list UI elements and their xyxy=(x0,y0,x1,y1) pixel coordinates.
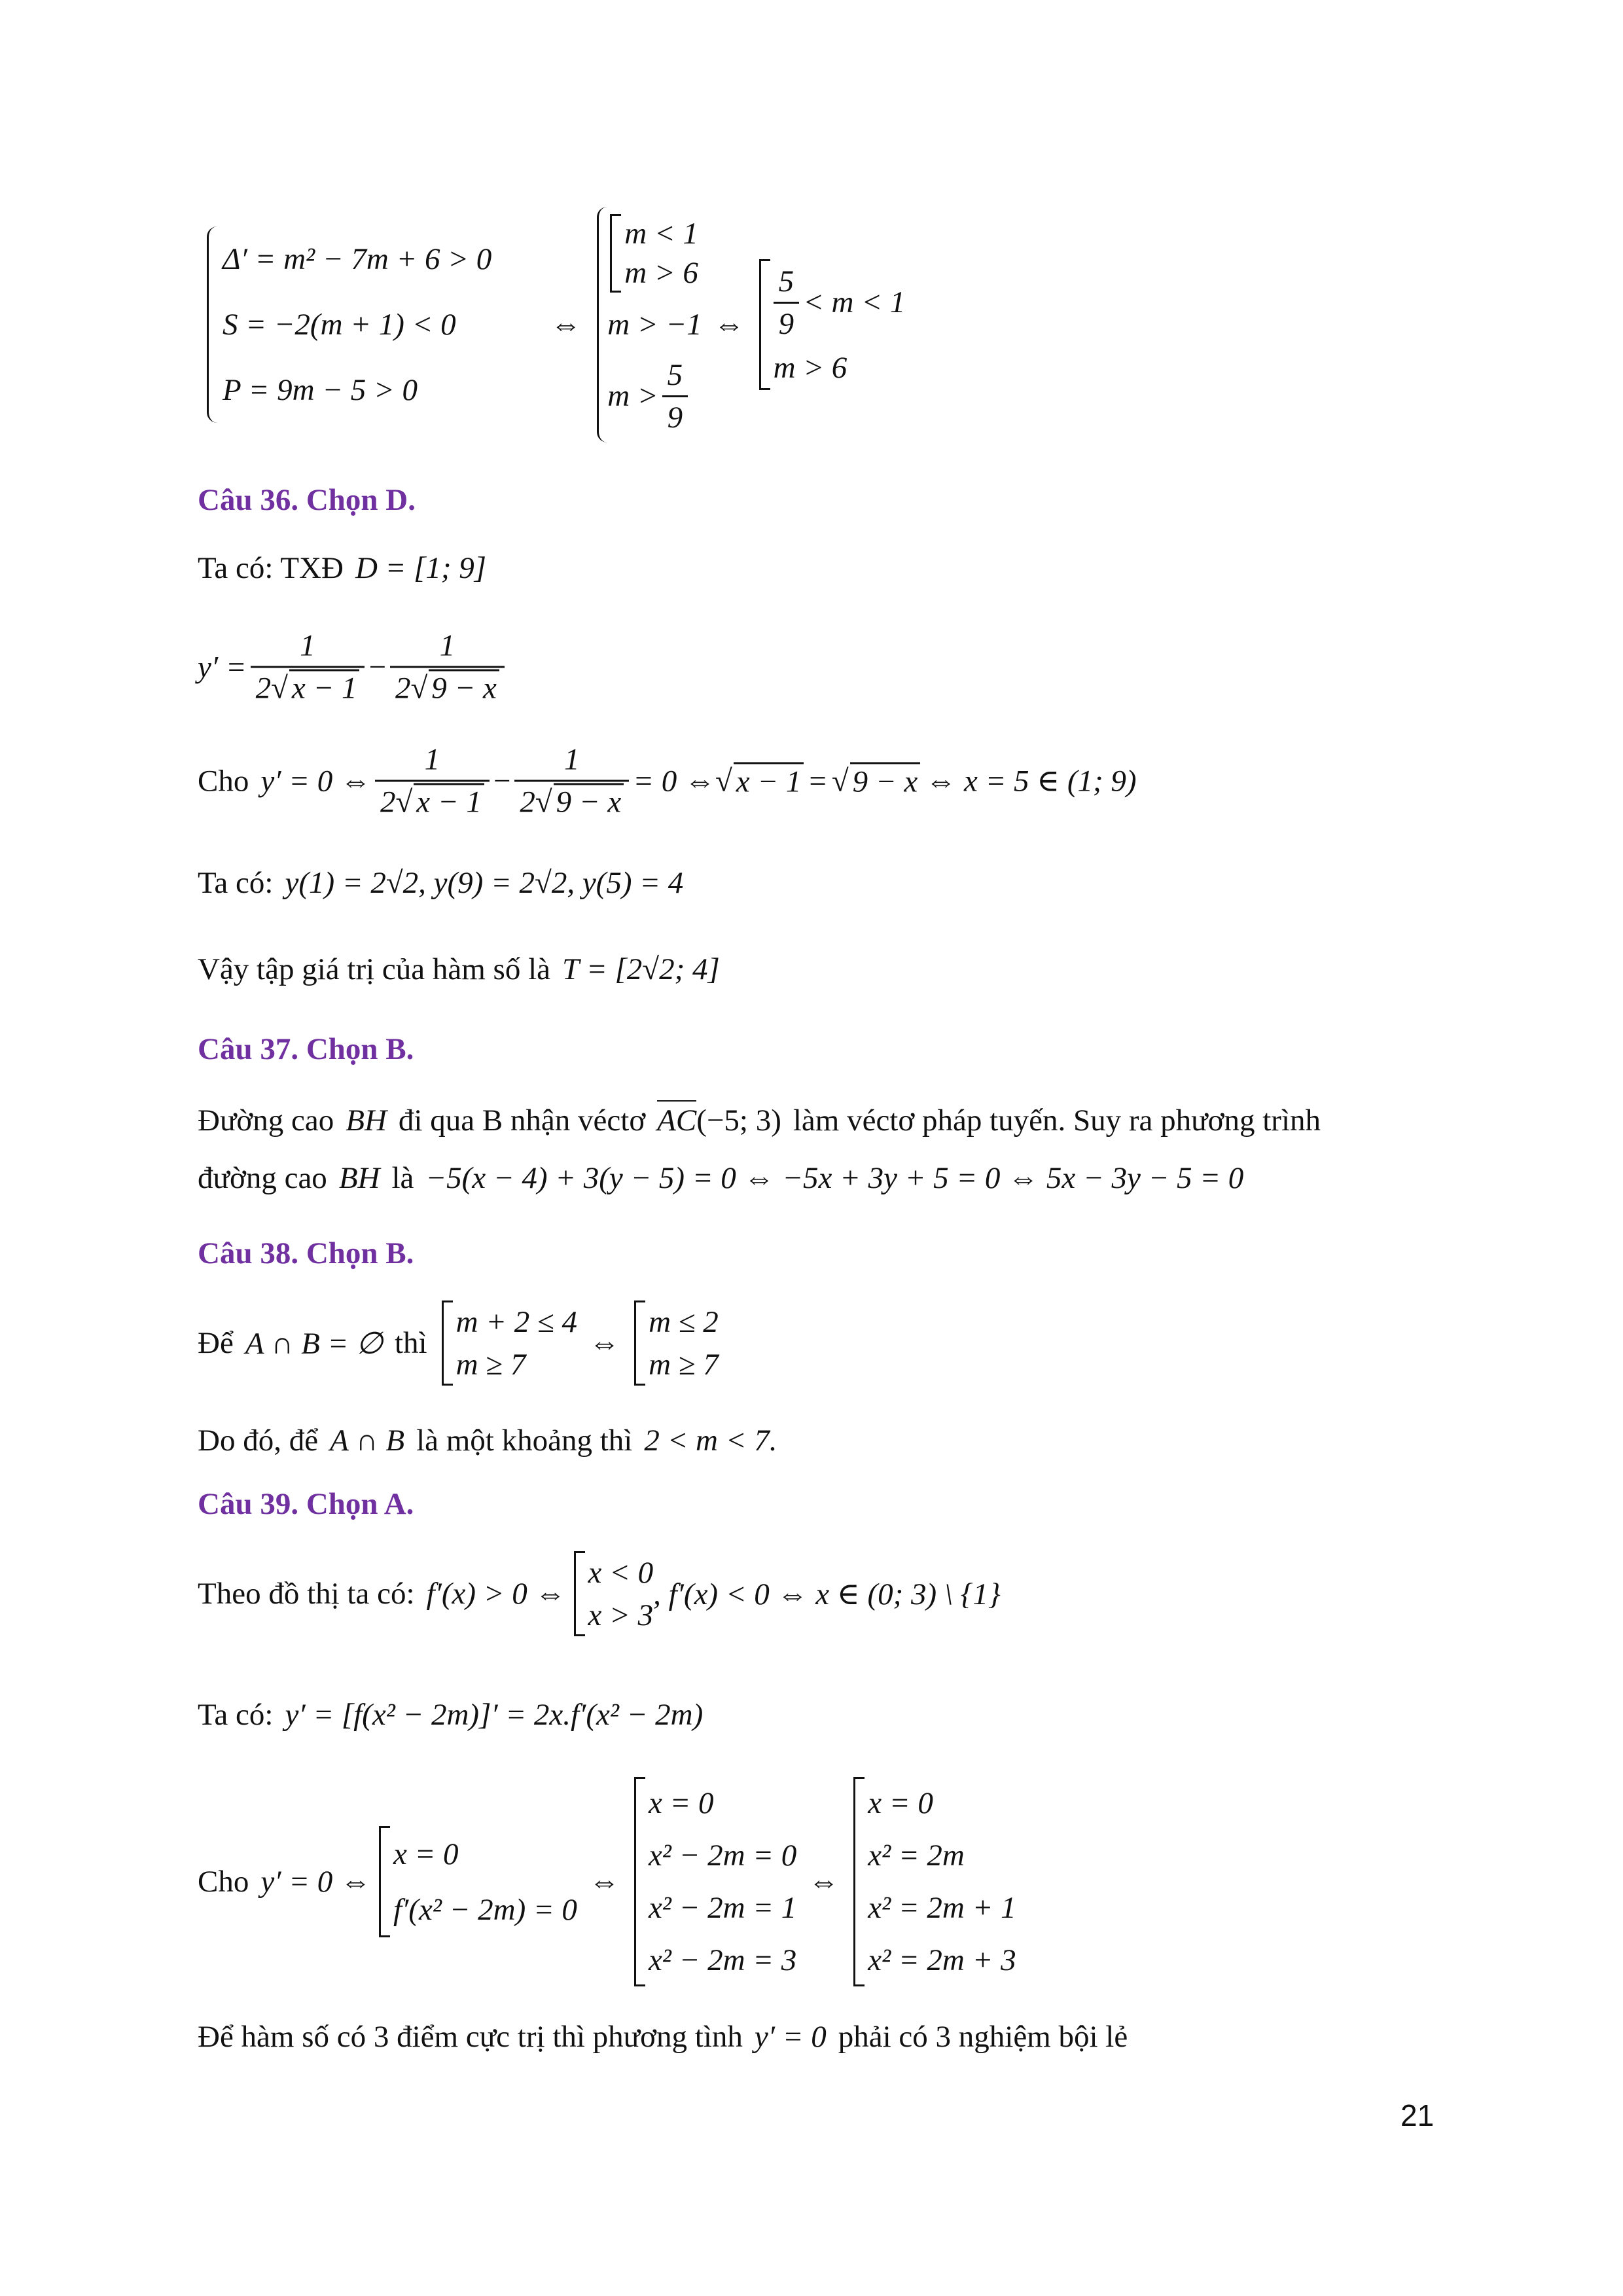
iff-symbol: ⇔ xyxy=(550,308,582,342)
cho-line xyxy=(198,742,1137,820)
conclusion-line xyxy=(198,952,720,987)
system-brace xyxy=(203,226,491,423)
text: Cho xyxy=(198,1865,249,1899)
heading-q38: Câu 38. Chọn B. xyxy=(198,1236,414,1270)
text: Ta có: xyxy=(198,1698,274,1732)
label: Cho xyxy=(198,764,249,798)
numerator: 5 xyxy=(778,264,794,298)
q39-line1 xyxy=(198,1551,1001,1636)
cond: x² = 2m + 1 xyxy=(868,1891,1016,1925)
cond xyxy=(774,264,906,342)
domain-expr: D = [1; 9] xyxy=(355,551,487,585)
cond: x² = 2m + 3 xyxy=(868,1943,1016,1977)
bracket xyxy=(571,1551,654,1636)
label: Ta có: TXĐ xyxy=(198,551,344,585)
bracket-m xyxy=(607,214,702,293)
bracket xyxy=(376,1826,577,1937)
cond: f′(x² − 2m) = 0 xyxy=(393,1892,577,1927)
expr: , f′(x) < 0 ⇔ x ∈ (0; 3) \ {1} xyxy=(653,1577,1001,1611)
radicand: x − 1 xyxy=(734,762,804,800)
bracket xyxy=(851,1777,1016,1986)
radicand: 9 − x xyxy=(554,783,624,819)
cond: m ≥ 7 xyxy=(649,1347,719,1382)
system-block xyxy=(203,207,905,442)
numerator: 1 xyxy=(564,742,580,777)
text: làm véctơ pháp tuyến. Suy ra phương trình xyxy=(793,1103,1321,1138)
page-number: 21 xyxy=(1400,2098,1435,2132)
cond: m > 6 xyxy=(773,351,847,386)
expr: A ∩ B xyxy=(330,1424,405,1458)
delta-row: Δ′ = m² − 7m + 6 > 0 xyxy=(223,242,492,276)
equals: = xyxy=(809,764,827,798)
expr: y′ = [f(x² − 2m)]′ = 2x.f′(x² − 2m) xyxy=(285,1698,704,1732)
cond: x = 0 xyxy=(868,1786,933,1820)
bracket-result xyxy=(757,259,906,390)
cond: m ≤ 2 xyxy=(649,1304,719,1339)
text: Vậy tập giá trị của hàm số là xyxy=(198,952,551,986)
vec-coord: (−5; 3) xyxy=(696,1103,781,1138)
sum-row: S = −2(m + 1) < 0 xyxy=(223,308,456,342)
cond: m + 2 ≤ 4 xyxy=(455,1304,578,1339)
coef: 2 xyxy=(380,785,396,819)
radicand: 9 − x xyxy=(850,762,921,800)
iff-symbol: ⇔ xyxy=(713,308,745,342)
txd-line xyxy=(198,550,486,586)
expr: y′ = 0 xyxy=(754,2020,827,2054)
yprime: y′ = xyxy=(198,650,247,684)
vec-label: AC xyxy=(657,1103,697,1138)
iff-symbol: ⇔ xyxy=(589,1326,620,1360)
radicand: x − 1 xyxy=(289,670,360,706)
expr: y(1) = 2√2, y(9) = 2√2, y(5) = 4 xyxy=(285,866,684,900)
iff-symbol: ⇔ xyxy=(808,1865,840,1899)
cond: x² − 2m = 3 xyxy=(648,1943,797,1977)
sqrt-sign: √ xyxy=(410,671,428,706)
text: Đường cao xyxy=(198,1103,334,1138)
q39-line4 xyxy=(198,2019,1128,2054)
numerator: 5 xyxy=(667,357,683,392)
values-line xyxy=(198,865,683,901)
q38-line2 xyxy=(198,1423,777,1458)
coef: 2 xyxy=(520,785,535,819)
sqrt-sign: √ xyxy=(395,785,413,819)
text: Để xyxy=(198,1326,234,1360)
product-row: P = 9m − 5 > 0 xyxy=(223,373,418,407)
radicand: x − 1 xyxy=(414,783,484,819)
expr: 2 < m < 7. xyxy=(644,1424,777,1458)
minus: − xyxy=(493,764,511,798)
cond-rest: < m < 1 xyxy=(803,285,906,320)
cond: x² = 2m xyxy=(868,1839,965,1873)
derivative-line xyxy=(198,628,508,706)
bracket xyxy=(632,1777,796,1986)
minus: − xyxy=(368,650,386,684)
numerator: 1 xyxy=(424,742,440,777)
heading-q39: Câu 39. Chọn A. xyxy=(198,1487,414,1521)
expr: T = [2√2; 4] xyxy=(562,952,720,986)
cond: x² − 2m = 1 xyxy=(648,1891,797,1925)
text: Do đó, để xyxy=(198,1424,319,1458)
denominator: 9 xyxy=(662,395,688,435)
expr: f′(x) > 0 ⇔ xyxy=(426,1577,566,1611)
text: phải có 3 nghiệm bội lẻ xyxy=(838,2020,1128,2054)
label: Ta có: xyxy=(198,866,274,900)
expr: y′ = 0 ⇔ xyxy=(260,1865,371,1899)
coef: 2 xyxy=(395,671,411,706)
q37-line1 xyxy=(198,1103,1321,1138)
bh: BH xyxy=(346,1103,387,1138)
cond: x = 0 xyxy=(393,1837,459,1871)
sqrt-sign: √ xyxy=(831,764,849,798)
text: Để hàm số có 3 điểm cực trị thì phương tình xyxy=(198,2020,743,2054)
text: đi qua B nhận véctơ xyxy=(398,1103,646,1138)
denominator: 9 xyxy=(774,302,800,342)
text: đường cao xyxy=(198,1161,327,1195)
q39-line2 xyxy=(198,1697,703,1732)
expr: ⇔ x = 5 ∈ (1; 9) xyxy=(925,764,1137,798)
q39-line3 xyxy=(198,1777,1016,1986)
text: thì xyxy=(394,1326,427,1360)
cond: m > 6 xyxy=(624,256,698,291)
numerator: 1 xyxy=(300,628,315,663)
cond: m ≥ 7 xyxy=(455,1347,526,1382)
sqrt-sign: √ xyxy=(271,671,288,706)
text: Theo đồ thị ta có: xyxy=(198,1577,415,1611)
q38-line1 xyxy=(198,1300,719,1386)
system-brace-2 xyxy=(593,207,702,442)
expr: = 0 ⇔ xyxy=(633,764,715,798)
cond-lhs: m > xyxy=(607,379,658,414)
cond: x < 0 xyxy=(588,1555,654,1590)
cond: x > 3 xyxy=(588,1598,654,1632)
cond: m > −1 xyxy=(607,308,702,342)
numerator: 1 xyxy=(439,628,455,663)
text: là xyxy=(391,1161,414,1195)
bracket xyxy=(632,1300,719,1386)
q37-line2 xyxy=(198,1160,1243,1196)
vector-arrow-icon xyxy=(657,1100,696,1102)
cond: x² − 2m = 0 xyxy=(648,1839,797,1873)
radicand: 9 − x xyxy=(429,670,499,706)
bh: BH xyxy=(338,1161,380,1195)
coef: 2 xyxy=(255,671,272,706)
heading-q37: Câu 37. Chọn B. xyxy=(198,1032,414,1066)
cond: m < 1 xyxy=(624,217,698,251)
heading-q36: Câu 36. Chọn D. xyxy=(198,483,416,517)
expr: −5(x − 4) + 3(y − 5) = 0 ⇔ −5x + 3y + 5 = 0 ⇔ 5x − 3y − 5 = 0 xyxy=(425,1161,1244,1195)
sqrt-sign: √ xyxy=(715,764,732,798)
iff-symbol: ⇔ xyxy=(588,1865,620,1899)
sqrt-sign: √ xyxy=(535,785,552,819)
expr: y′ = 0 ⇔ xyxy=(260,764,371,798)
vector-ac xyxy=(657,1103,696,1138)
bracket xyxy=(439,1300,577,1386)
expr: A ∩ B = ∅ xyxy=(245,1326,383,1361)
text: là một khoảng thì xyxy=(416,1424,633,1458)
cond: x = 0 xyxy=(648,1786,714,1820)
cond xyxy=(607,357,702,435)
